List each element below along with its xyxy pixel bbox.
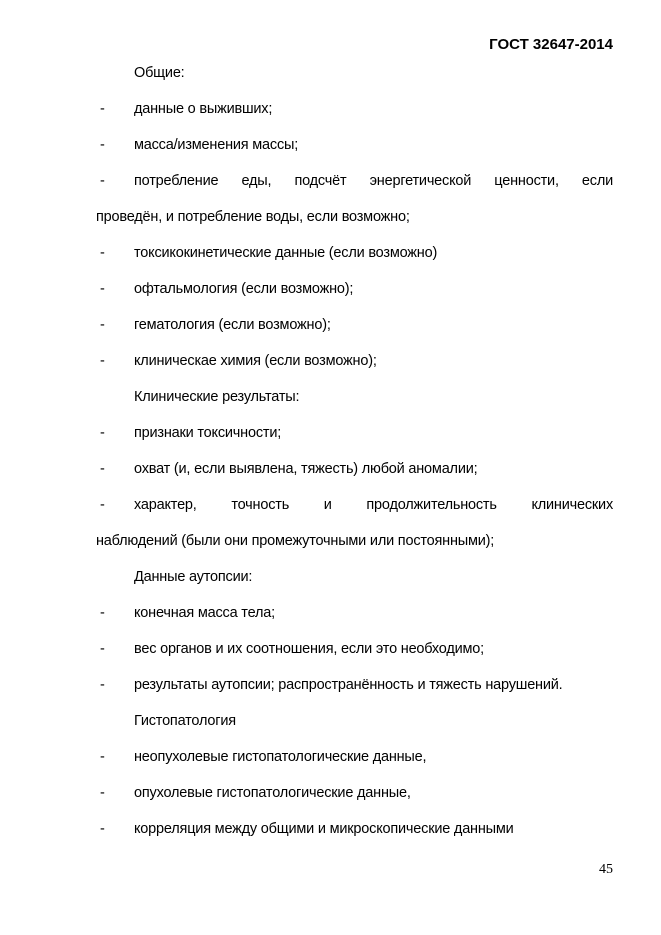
- section-heading-general: Общие:: [134, 65, 185, 81]
- list-item: - неопухолевые гистопатологические данные,: [96, 742, 613, 778]
- list-item: - офтальмология (если возможно);: [96, 274, 613, 310]
- bullet-dash: -: [100, 677, 105, 693]
- list-item: - охват (и, если выявлена, тяжесть) любой аномалии;: [96, 454, 613, 490]
- document-id: ГОСТ 32647-2014: [489, 36, 613, 53]
- list-item: - потребление еды, подсчёт энергетической ценности, если: [96, 166, 613, 202]
- list-item: - гематология (если возможно);: [96, 310, 613, 346]
- bullet-dash: -: [100, 641, 105, 657]
- bullet-dash: -: [100, 605, 105, 621]
- list-item-continuation: наблюдений (были они промежуточными или постоянными);: [96, 533, 495, 549]
- list-item: - клиническае химия (если возможно);: [96, 346, 613, 382]
- bullet-dash: -: [100, 137, 105, 153]
- list-item: - корреляция между общими и микроскопические данными: [96, 814, 613, 850]
- bullet-dash: -: [100, 497, 105, 513]
- bullet-dash: -: [100, 245, 105, 261]
- bullet-dash: -: [100, 821, 105, 837]
- bullet-dash: -: [100, 353, 105, 369]
- list-item: - признаки токсичности;: [96, 418, 613, 454]
- list-item: - характер, точность и продолжительность клинических: [96, 490, 613, 526]
- list-item: - конечная масса тела;: [96, 598, 613, 634]
- bullet-dash: -: [100, 461, 105, 477]
- list-item: - токсикокинетические данные (если возможно): [96, 238, 613, 274]
- section-heading-histopathology: Гистопатология: [134, 713, 236, 729]
- bullet-dash: -: [100, 281, 105, 297]
- list-item: - вес органов и их соотношения, если это необходимо;: [96, 634, 613, 670]
- bullet-dash: -: [100, 425, 105, 441]
- page-number: 45: [599, 862, 613, 877]
- bullet-dash: -: [100, 173, 105, 189]
- section-heading-clinical: Клинические результаты:: [134, 389, 300, 405]
- section-heading-autopsy: Данные аутопсии:: [134, 569, 253, 585]
- list-item: - опухолевые гистопатологические данные,: [96, 778, 613, 814]
- bullet-dash: -: [100, 317, 105, 333]
- bullet-dash: -: [100, 101, 105, 117]
- document-body: [96, 58, 613, 850]
- list-item-continuation: проведён, и потребление воды, если возможно;: [96, 209, 410, 225]
- list-item: - данные о выживших;: [96, 94, 613, 130]
- bullet-dash: -: [100, 785, 105, 801]
- bullet-dash: -: [100, 749, 105, 765]
- list-item: - результаты аутопсии; распространённость и тяжесть нарушений.: [96, 670, 613, 706]
- list-item: - масса/изменения массы;: [96, 130, 613, 166]
